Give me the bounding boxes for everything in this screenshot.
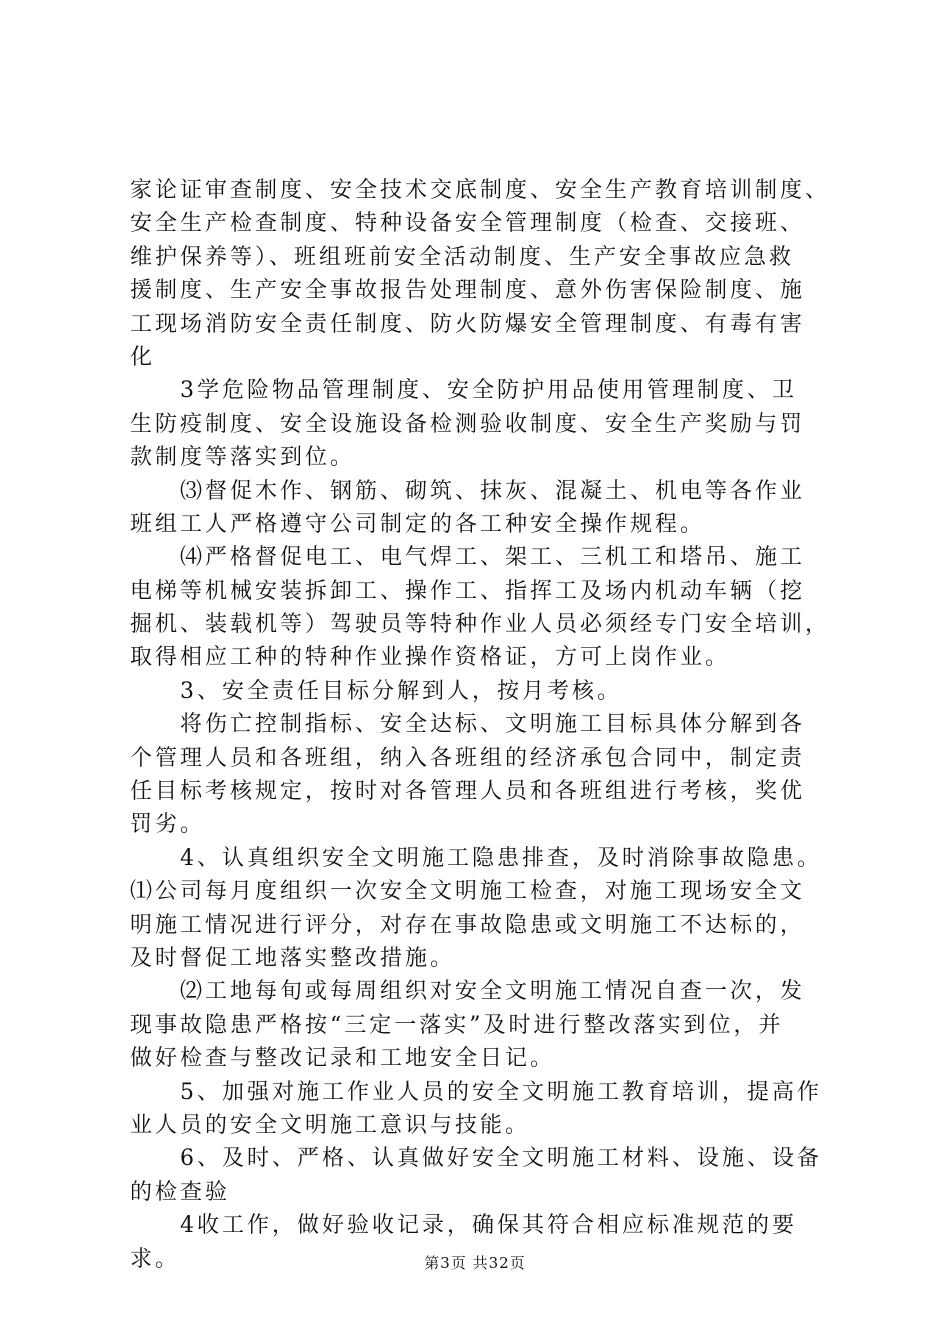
text-line: 款制度等落实到位。: [130, 445, 356, 471]
text-line: ⑷严格督促电工、电气焊工、架工、三机工和塔吊、施工: [130, 545, 806, 571]
text-line: 维护保养等）、班组班前安全活动制度、生产安全事故应急救: [130, 244, 795, 270]
text-line: 做好检查与整改记录和工地安全日记。: [130, 1046, 556, 1072]
text-line: 生防疫制度、安全设施设备检测验收制度、安全生产奖励与罚: [130, 411, 806, 437]
text-line: 6、及时、严格、认真做好安全文明施工材料、设施、设备: [130, 1146, 822, 1172]
text-line: 将伤亡控制指标、安全达标、文明施工目标具体分解到各: [130, 712, 806, 738]
text-line: 明施工情况进行评分，对存在事故隐患或文明施工不达标的，: [130, 912, 806, 938]
text-line: 个管理人员和各班组，纳入各班组的经济承包合同中，制定责: [130, 745, 806, 771]
text-line: 4收工作，做好验收记录，确保其符合相应标准规范的要: [130, 1213, 797, 1239]
text-line: 取得相应工种的特种作业操作资格证，方可上岗作业。: [130, 645, 731, 671]
text-line: 及时督促工地落实整改措施。: [130, 945, 456, 971]
text-line: 安全生产检查制度、特种设备安全管理制度（检查、交接班、: [130, 211, 806, 237]
text-line: 5、加强对施工作业人员的安全文明施工教育培训，提高作: [130, 1079, 822, 1105]
text-line: 任目标考核规定，按时对各管理人员和各班组进行考核，奖优: [130, 779, 806, 805]
text-line: 掘机、装载机等）驾驶员等特种作业人员必须经专门安全培训，: [130, 612, 831, 638]
text-line: 化: [130, 344, 156, 370]
text-line: 罚劣。: [130, 812, 206, 838]
text-line: 业人员的安全文明施工意识与技能。: [130, 1112, 531, 1138]
text-line: 现事故隐患严格按“三定一落实”及时进行整改落实到位，并: [130, 1012, 784, 1038]
text-line: 援制度、生产安全事故报告处理制度、意外伤害保险制度、施: [130, 278, 806, 304]
text-line: ⑴公司每月度组织一次安全文明施工检查，对施工现场安全文: [130, 879, 806, 905]
text-line: 家论证审查制度、安全技术交底制度、安全生产教育培训制度、: [130, 178, 831, 203]
text-line: 3学危险物品管理制度、安全防护用品使用管理制度、卫: [130, 378, 797, 404]
text-line: 求。: [130, 1246, 181, 1272]
text-line: 工现场消防安全责任制度、防火防爆安全管理制度、有毒有害: [130, 311, 806, 337]
document-body: [130, 174, 855, 1276]
text-line: 3、安全责任目标分解到人，按月考核。: [130, 678, 622, 704]
text-line: 班组工人严格遵守公司制定的各工种安全操作规程。: [130, 511, 706, 537]
text-line: 的检查验: [130, 1179, 231, 1205]
text-line: 4、认真组织安全文明施工隐患排查，及时消除事故隐患。: [130, 845, 822, 871]
text-line: 电梯等机械安装拆卸工、操作工、指挥工及场内机动车辆（挖: [130, 578, 806, 604]
page-number-footer: 第3页 共32页: [424, 1254, 526, 1272]
text-line: ⑶督促木作、钢筋、砌筑、抹灰、混凝土、机电等各作业: [130, 478, 806, 504]
text-line: ⑵工地每旬或每周组织对安全文明施工情况自查一次，发: [130, 979, 806, 1005]
